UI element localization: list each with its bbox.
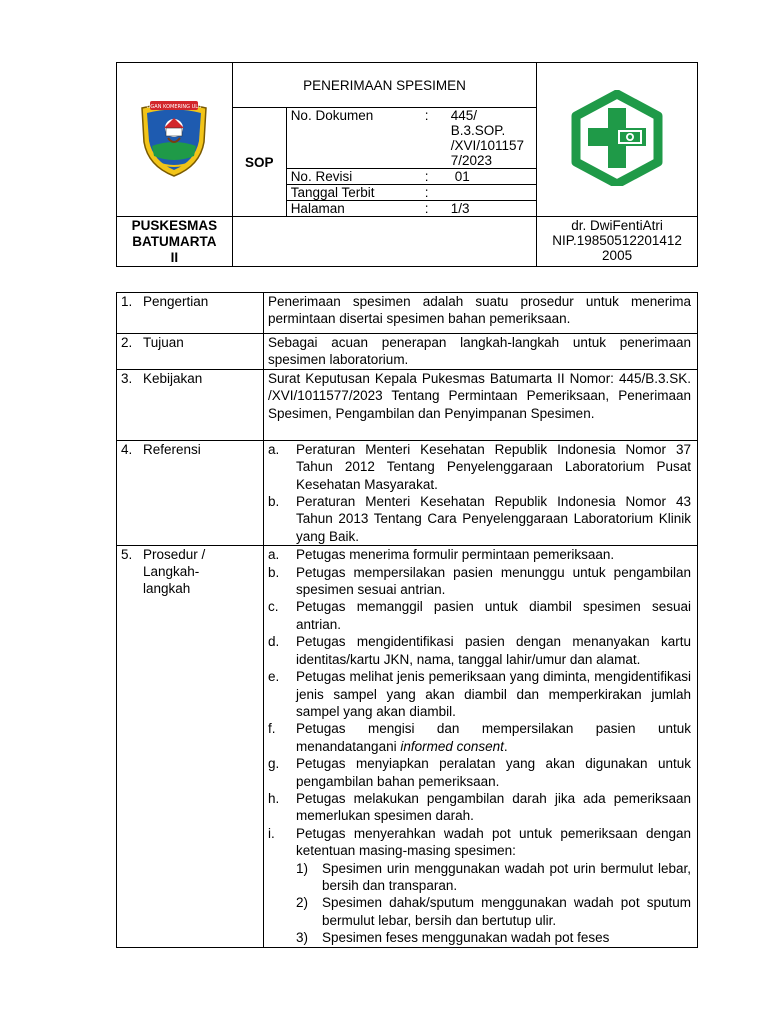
meta-colon: : xyxy=(419,169,445,185)
sublist-item xyxy=(296,929,691,946)
list-marker: a. xyxy=(268,547,280,563)
section-key xyxy=(117,334,264,370)
list-item-text: Petugas melihat jenis pemeriksaan yang diminta, mengidentifikasi jenis sampel yang akan diambil dan memperkirakan jumlah sampel yang akan diambil. xyxy=(296,669,691,719)
section-text: Surat Keputusan Kepala Pukesmas Batumarta II Nomor: 445/B.3.SK. /XVI/1011577/2023 Tentang Permintaan Pemeriksaan, Penerimaan Spesimen, Pengambilan dan Penyimpanan Spesimen. xyxy=(264,369,698,440)
list-marker: c. xyxy=(268,599,279,615)
list-marker: b. xyxy=(268,494,280,510)
document-meta-table xyxy=(287,108,536,216)
meta-value-line: /XVI/101157 xyxy=(450,138,524,153)
list-item-text: Peraturan Menteri Kesehatan Republik Indonesia Nomor 43 Tahun 2013 Tentang Cara Penyelenggaraan Laboratorium Klinik yang Baik. xyxy=(296,494,691,544)
list-item xyxy=(268,441,691,493)
crest-banner-text: OGAN KOMERING ULU xyxy=(146,104,202,110)
list-marker: h. xyxy=(268,790,280,806)
list-item-text: Petugas menerima formulir permintaan pemeriksaan. xyxy=(296,547,615,563)
meta-label: No. Dokumen xyxy=(287,108,419,169)
list-marker: i. xyxy=(268,825,275,841)
list-item-text: Petugas menyiapkan peralatan yang akan digunakan untuk pengambilan bahan pemeriksaan. xyxy=(296,756,691,789)
meta-colon: : xyxy=(419,108,445,169)
meta-label: Halaman xyxy=(290,201,345,216)
puskesmas-logo-icon xyxy=(570,90,664,186)
meta-label: Tanggal Terbit xyxy=(287,185,419,201)
puskesmas-name xyxy=(117,217,233,267)
list-item-text: Petugas memanggil pasien untuk diambil spesimen sesuai antrian. xyxy=(296,599,691,632)
list-marker: b. xyxy=(268,564,280,580)
section-title: Kebijakan xyxy=(143,370,203,386)
meta-value-line: 7/2023 xyxy=(450,153,492,168)
sublist-marker: 1) xyxy=(296,860,309,876)
section-row-pengertian xyxy=(117,293,698,334)
section-number: 3. xyxy=(121,370,133,386)
section-key xyxy=(117,369,264,440)
list-marker: d. xyxy=(268,634,280,650)
ogan-komering-ulu-crest-icon xyxy=(138,98,210,178)
list-item xyxy=(268,564,691,599)
meta-row-tanggal-terbit xyxy=(287,185,536,201)
list-item xyxy=(268,825,691,947)
puskesmas-name-line: II xyxy=(170,250,179,265)
section-row-prosedur xyxy=(117,546,698,947)
list-item xyxy=(268,493,691,545)
sop-header-table xyxy=(116,62,698,267)
list-item xyxy=(268,546,691,563)
section-key xyxy=(117,293,264,334)
list-item xyxy=(268,598,691,633)
list-marker: g. xyxy=(268,756,280,772)
section-key xyxy=(117,440,264,545)
section-title xyxy=(143,546,205,597)
signature-line: dr. DwiFentiAtri xyxy=(571,218,663,233)
list-item-text: Petugas menyerahkan wadah pot untuk pemeriksaan dengan ketentuan masing-masing spesimen: xyxy=(296,825,691,859)
list-item xyxy=(268,668,691,720)
list-item-text-end: . xyxy=(503,738,508,754)
sublist-item xyxy=(296,860,691,895)
signature-line: 2005 xyxy=(602,248,633,263)
sop-content-table xyxy=(116,292,698,948)
section-number: 1. xyxy=(121,294,133,309)
list-item xyxy=(268,790,691,825)
sublist-item xyxy=(296,894,691,929)
section-row-tujuan xyxy=(117,334,698,370)
meta-row-no-revisi xyxy=(287,169,536,185)
specimen-sublist xyxy=(296,860,691,947)
meta-value xyxy=(445,185,536,201)
puskesmas-name-line: BATUMARTA xyxy=(132,234,217,249)
list-item-text: Petugas mengidentifikasi pasien dengan menanyakan kartu identitas/kartu JKN, nama, tanggal lahir/umur dan alamat. xyxy=(296,634,691,667)
section-title: Referensi xyxy=(143,441,201,457)
section-title: Pengertian xyxy=(143,294,209,309)
list-marker: a. xyxy=(268,441,280,457)
meta-colon: : xyxy=(424,201,429,216)
list-item xyxy=(268,755,691,790)
meta-value: 01 xyxy=(445,169,536,185)
list-item-italic-text: informed consent xyxy=(400,738,504,754)
meta-row-no-dokumen xyxy=(287,108,536,169)
list-item-text: Petugas mengisi dan mempersilakan pasien untuk menandatangani xyxy=(296,721,691,754)
sublist-item-text: Spesimen feses menggunakan wadah pot feses xyxy=(322,930,610,946)
section-title-line: langkah xyxy=(143,581,191,597)
document-title: PENERIMAAN SPESIMEN xyxy=(232,63,536,108)
section-number: 2. xyxy=(121,335,133,350)
section-row-referensi xyxy=(117,440,698,545)
signature-line: NIP.19850512201412 xyxy=(552,233,682,248)
sop-label: SOP xyxy=(232,108,286,217)
section-title: Tujuan xyxy=(143,335,184,350)
list-item-text: Petugas mempersilakan pasien menunggu untuk pengambilan spesimen sesuai antrian. xyxy=(296,564,691,598)
puskesmas-logo-cell xyxy=(537,63,698,217)
meta-value-line: 445/ xyxy=(450,108,477,123)
puskesmas-name-line: PUSKESMAS xyxy=(131,218,218,233)
list-item-text: Petugas melakukan pengambilan darah jika ada pemeriksaan memerlukan spesimen darah. xyxy=(296,790,691,824)
section-key xyxy=(117,546,264,947)
section-text: Sebagai acuan penerapan langkah-langkah untuk penerimaan spesimen laboratorium. xyxy=(264,334,698,370)
head-signature xyxy=(537,217,698,267)
meta-value xyxy=(445,108,536,169)
reference-list xyxy=(268,441,691,545)
list-marker: f. xyxy=(268,721,276,737)
list-item xyxy=(268,633,691,668)
section-title-line: Prosedur / xyxy=(143,547,206,563)
section-number: 4. xyxy=(121,441,133,457)
meta-row-halaman xyxy=(287,201,536,217)
section-list xyxy=(264,440,698,545)
list-item-text: Peraturan Menteri Kesehatan Republik Indonesia Nomor 37 Tahun 2012 Tentang Penyelenggaraan Laboratorium Pusat Kesehatan Masyarakat. xyxy=(296,441,691,492)
sublist-marker: 2) xyxy=(296,895,309,911)
section-list xyxy=(264,546,698,947)
list-marker: e. xyxy=(268,669,280,685)
list-item xyxy=(268,720,691,755)
sublist-marker: 3) xyxy=(296,930,309,946)
meta-value: 1/3 xyxy=(450,201,470,216)
procedure-list xyxy=(268,546,691,946)
regency-logo-cell xyxy=(117,63,233,217)
meta-value-line: B.3.SOP. xyxy=(450,123,506,138)
document-meta-cell xyxy=(286,108,536,217)
sublist-item-text: Spesimen dahak/sputum menggunakan wadah pot sputum bermulut lebar, bersih dan bertutup ulir. xyxy=(322,895,691,928)
section-number: 5. xyxy=(121,547,133,563)
sublist-item-text: Spesimen urin menggunakan wadah pot urin bermulut lebar, bersih dan transparan. xyxy=(322,860,691,893)
blank-signature-space xyxy=(232,217,536,267)
section-text: Penerimaan spesimen adalah suatu prosedur untuk menerima permintaan disertai spesimen bahan pemeriksaan. xyxy=(264,293,698,334)
section-row-kebijakan xyxy=(117,369,698,440)
meta-colon: : xyxy=(419,185,445,201)
meta-label: No. Revisi xyxy=(287,169,419,185)
section-title-line: Langkah- xyxy=(143,564,200,580)
